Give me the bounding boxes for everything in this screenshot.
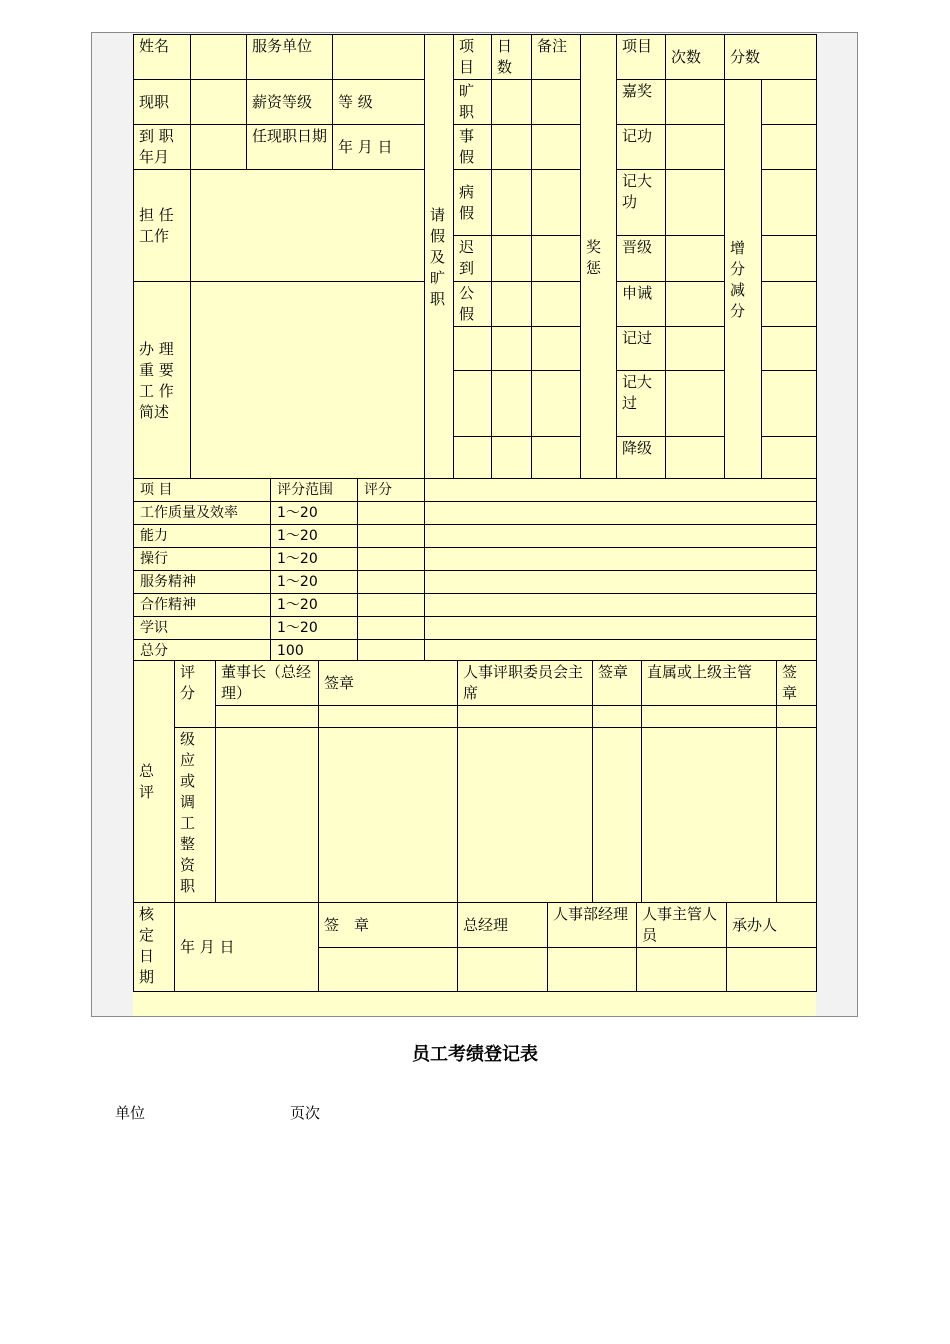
arrival-date-value[interactable]: [191, 125, 247, 170]
reward-row-label: 申诫: [617, 282, 666, 327]
reward-row-label: 嘉奖: [617, 80, 666, 125]
hr-manager-sign-input[interactable]: [548, 948, 637, 992]
scoring-score-cell[interactable]: [358, 594, 425, 617]
leave-note-cell[interactable]: [532, 437, 581, 481]
duties-value[interactable]: [191, 170, 425, 282]
score-input[interactable]: [642, 706, 777, 728]
scoring-header-item: 项 目: [134, 479, 271, 502]
personnel-table: [133, 34, 817, 481]
leave-note-cell[interactable]: [532, 170, 581, 236]
scoring-header-range: 评分范围: [271, 479, 358, 502]
scoring-blank: [425, 617, 817, 640]
approval-sign-input[interactable]: [319, 948, 458, 992]
leave-blank-cell[interactable]: [454, 327, 492, 371]
leave-days-cell[interactable]: [492, 170, 532, 236]
scoring-table: [133, 478, 817, 662]
leave-header-item: 项目: [454, 35, 492, 80]
position-label: 现职: [134, 80, 191, 125]
scoring-range: 1～20: [271, 594, 358, 617]
leave-blank-cell[interactable]: [454, 371, 492, 437]
gm-sign-input[interactable]: [458, 948, 548, 992]
leave-days-cell[interactable]: [492, 437, 532, 481]
reward-count-cell[interactable]: [666, 80, 725, 125]
scoring-item: 工作质量及效率: [134, 502, 271, 525]
adjust-input[interactable]: [319, 728, 458, 904]
scoring-score-cell[interactable]: [358, 525, 425, 548]
adjust-input[interactable]: [458, 728, 593, 904]
scoring-range: 1～20: [271, 502, 358, 525]
page-title: 员工考绩登记表: [412, 1044, 538, 1065]
reward-row-label: 记大过: [617, 371, 666, 437]
leave-days-cell[interactable]: [492, 125, 532, 170]
reward-row-label: 记过: [617, 327, 666, 371]
scoring-score-cell[interactable]: [358, 571, 425, 594]
leave-days-cell[interactable]: [492, 371, 532, 437]
sign-label: 签章: [319, 661, 458, 706]
hr-staff-sign-input[interactable]: [637, 948, 727, 992]
reward-row-label: 降级: [617, 437, 666, 481]
leave-days-cell[interactable]: [492, 80, 532, 125]
reward-row-label: 记大功: [617, 170, 666, 236]
score-input[interactable]: [777, 706, 817, 728]
adjust-label: 级应或调工整资职: [175, 728, 216, 904]
score-input[interactable]: [319, 706, 458, 728]
score-change-label: 增分减分: [725, 80, 762, 481]
reward-count-cell[interactable]: [666, 236, 725, 282]
scoring-blank: [425, 640, 817, 662]
score-input[interactable]: [216, 706, 319, 728]
supervisor-label: 直属或上级主管: [642, 661, 777, 706]
duties-label: 担 任 工作: [134, 170, 191, 282]
leave-header-note: 备注: [532, 35, 581, 80]
current-post-date-value[interactable]: 年 月 日: [333, 125, 425, 170]
reward-header-score: 分数: [725, 35, 817, 80]
scoring-score-cell[interactable]: [358, 617, 425, 640]
chairman-label: 董事长（总经理）: [216, 661, 319, 706]
leave-group-label: 请假及旷职: [425, 35, 454, 481]
scoring-blank: [425, 571, 817, 594]
name-value[interactable]: [191, 35, 247, 80]
reward-score-cell[interactable]: [762, 282, 817, 327]
scoring-item: 能力: [134, 525, 271, 548]
scoring-blank: [425, 502, 817, 525]
approval-table: [133, 902, 817, 992]
footer-page-label: 页次: [290, 1104, 321, 1122]
leave-note-cell[interactable]: [532, 125, 581, 170]
hr-staff-label: 人事主管人员: [637, 903, 727, 948]
reward-header-count: 次数: [666, 35, 725, 80]
reward-header-item: 项目: [617, 35, 666, 80]
score-input[interactable]: [458, 706, 593, 728]
scoring-total-label: 总分: [134, 640, 271, 662]
reward-score-cell[interactable]: [762, 371, 817, 437]
leave-days-cell[interactable]: [492, 236, 532, 282]
unit-value[interactable]: [333, 35, 425, 80]
approval-date[interactable]: 年 月 日: [175, 903, 319, 992]
adjust-input[interactable]: [216, 728, 319, 904]
position-value[interactable]: [191, 80, 247, 125]
work-summary-value[interactable]: [191, 282, 425, 481]
rewards-group-label: 奖惩: [581, 35, 617, 481]
scoring-blank: [425, 525, 817, 548]
scoring-range: 1～20: [271, 548, 358, 571]
reward-count-cell[interactable]: [666, 125, 725, 170]
arrival-date-label: 到 职 年月: [134, 125, 191, 170]
gm-label: 总经理: [458, 903, 548, 948]
leave-note-cell[interactable]: [532, 371, 581, 437]
scoring-score-cell[interactable]: [358, 548, 425, 571]
adjust-input[interactable]: [593, 728, 642, 904]
reward-score-cell[interactable]: [762, 236, 817, 282]
evaluation-score-label: 评分: [175, 661, 216, 728]
scoring-total-value: 100: [271, 640, 358, 662]
scoring-blank: [425, 548, 817, 571]
scoring-range: 1～20: [271, 617, 358, 640]
scoring-score-cell[interactable]: [358, 502, 425, 525]
leave-note-cell[interactable]: [532, 282, 581, 327]
reward-score-cell[interactable]: [762, 437, 817, 481]
leave-days-cell[interactable]: [492, 327, 532, 371]
leave-row-label: 迟到: [454, 236, 492, 282]
reward-score-cell[interactable]: [762, 80, 817, 125]
approval-label: 核定日期: [134, 903, 175, 992]
footer-unit-label: 单位: [115, 1104, 146, 1122]
leave-note-cell[interactable]: [532, 327, 581, 371]
score-input[interactable]: [593, 706, 642, 728]
scoring-blank: [425, 594, 817, 617]
adjust-input[interactable]: [777, 728, 817, 904]
reward-count-cell[interactable]: [666, 371, 725, 437]
scoring-range: 1～20: [271, 525, 358, 548]
leave-row-label: 事假: [454, 125, 492, 170]
leave-note-cell[interactable]: [532, 80, 581, 125]
reward-row-label: 记功: [617, 125, 666, 170]
evaluation-label: 总评: [134, 661, 175, 904]
handler-sign-input[interactable]: [727, 948, 817, 992]
scoring-item: 操行: [134, 548, 271, 571]
scoring-header-score: 评分: [358, 479, 425, 502]
reward-count-cell[interactable]: [666, 437, 725, 481]
leave-row-label: 病假: [454, 170, 492, 236]
leave-row-label: 公假: [454, 282, 492, 327]
scoring-range: 1～20: [271, 571, 358, 594]
current-post-date-label: 任现职日期: [247, 125, 333, 170]
reward-count-cell[interactable]: [666, 170, 725, 236]
scoring-blank: [425, 479, 817, 502]
reward-count-cell[interactable]: [666, 282, 725, 327]
committee-label: 人事评职委员会主 席: [458, 661, 593, 706]
leave-days-cell[interactable]: [492, 282, 532, 327]
handler-label: 承办人: [727, 903, 817, 948]
reward-count-cell[interactable]: [666, 327, 725, 371]
scoring-item: 服务精神: [134, 571, 271, 594]
scoring-item: 学识: [134, 617, 271, 640]
reward-score-cell[interactable]: [762, 327, 817, 371]
sign-label: 签章: [593, 661, 642, 706]
scoring-score-cell[interactable]: [358, 640, 425, 662]
evaluation-table: [133, 660, 817, 904]
reward-score-cell[interactable]: [762, 125, 817, 170]
sign-label: 签章: [777, 661, 817, 706]
reward-score-cell[interactable]: [762, 170, 817, 236]
reward-row-label: 晋级: [617, 236, 666, 282]
scoring-item: 合作精神: [134, 594, 271, 617]
leave-note-cell[interactable]: [532, 236, 581, 282]
hr-manager-label: 人事部经理: [548, 903, 637, 948]
approval-sign-label: 签 章: [319, 903, 458, 948]
adjust-input[interactable]: [642, 728, 777, 904]
salary-grade-label: 薪资等级: [247, 80, 333, 125]
name-label: 姓名: [134, 35, 191, 80]
leave-header-days: 日数: [492, 35, 532, 80]
unit-label: 服务单位: [247, 35, 333, 80]
leave-blank-cell[interactable]: [454, 437, 492, 481]
grade-label: 等 级: [333, 80, 425, 125]
work-summary-label: 办 理 重 要 工 作 简述: [134, 282, 191, 481]
leave-row-label: 旷职: [454, 80, 492, 125]
